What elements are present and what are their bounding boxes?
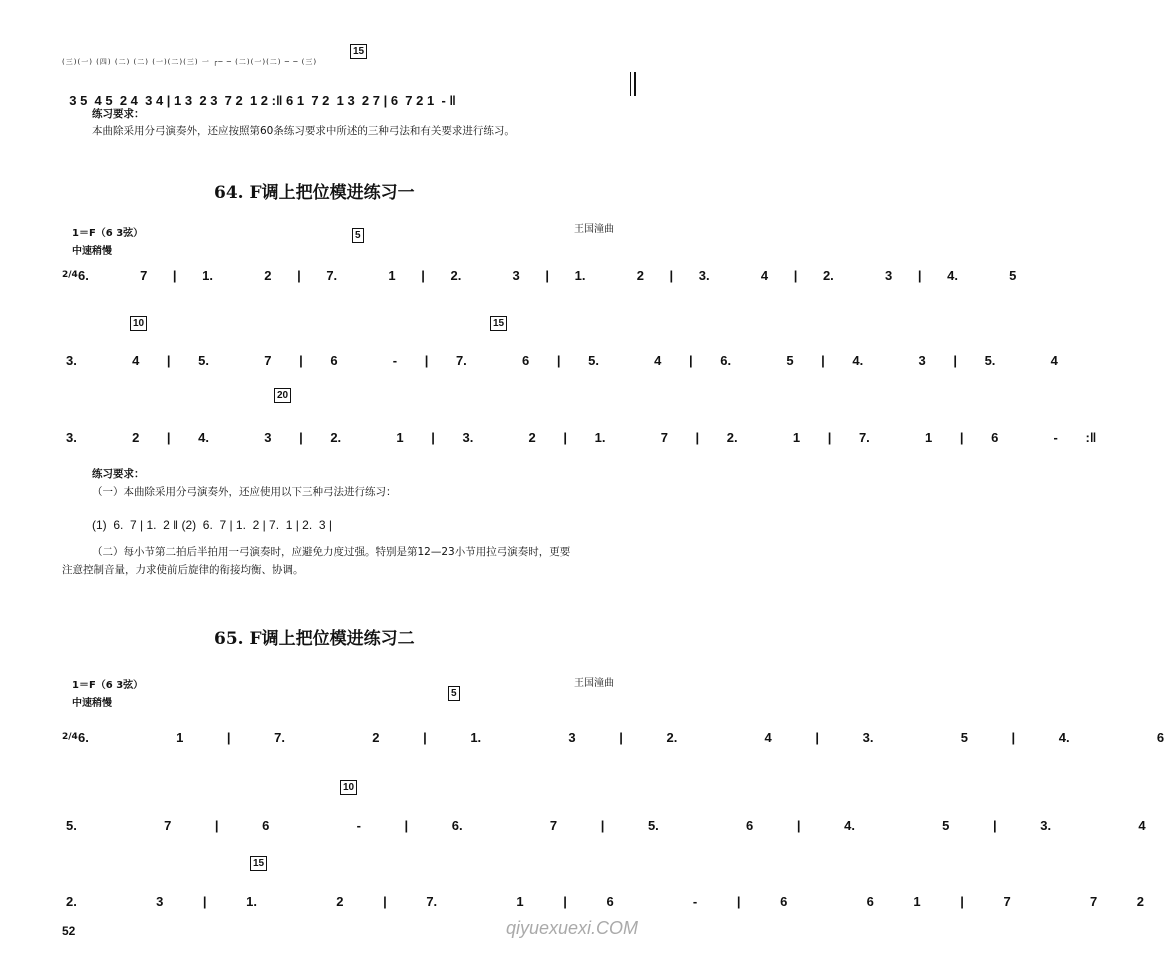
- measure-number-box: 20: [274, 388, 291, 403]
- measure-number-box: 15: [350, 44, 367, 59]
- measure-number-box: 10: [340, 780, 357, 795]
- s65-row3: 2. 3 | 1. 2 | 7. 1 | 6 - | 6 6 1 | 7 7 2: [66, 894, 1145, 909]
- practice-item-2: （二）每小节第二拍后半拍用一弓演奏时，应避免力度过强。特别是第12—23小节用拉弓演奏时，更要: [92, 546, 571, 558]
- practice-text: 本曲除采用分弓演奏外，还应按照第60条练习要求中所述的三种弓法和有关要求进行练习。: [92, 125, 515, 137]
- measure-number-box: 15: [490, 316, 507, 331]
- bowing-examples: (1) 6. 7 | 1. 2 ‖ (2) 6. 7 | 1. 2 | 7. 1 | 2. 3 |: [92, 518, 332, 532]
- s64-row3: 3. 2 | 4. 3 | 2. 1 | 3. 2 | 1. 7 | 2. 1 | 7. 1 | 6 - :‖: [66, 430, 1097, 445]
- section-64-title: 64. F调上把位模进练习一: [214, 183, 415, 203]
- final-barline-thin: [630, 72, 631, 96]
- time-signature: 2/4: [62, 270, 78, 280]
- s65-row2: 5. 7 | 6 - | 6. 7 | 5. 6 | 4. 5 | 3. 4: [66, 818, 1146, 833]
- s65-row1: 6. 1 | 7. 2 | 1. 3 | 2. 4 | 3. 5 | 4. 6: [78, 730, 1164, 745]
- practice-heading: 练习要求：: [92, 108, 145, 120]
- measure-number-box: 15: [250, 856, 267, 871]
- tempo-marking: 中速稍慢: [72, 698, 112, 709]
- final-barline: [634, 72, 636, 96]
- practice-heading: 练习要求：: [92, 468, 145, 480]
- top-notation-line: 3 5 4 5 2 4 3 4 | 1 3 2 3 7 2 1 2 :‖ 6 1 7 2 1 3 2 7 | 6 7 2 1 - ‖: [69, 93, 456, 108]
- measure-number-box: 5: [448, 686, 460, 701]
- composer: 王国潼曲: [574, 678, 614, 689]
- watermark: qiyuexuexi.COM: [506, 918, 639, 938]
- s64-row1: 6. 7 | 1. 2 | 7. 1 | 2. 3 | 1. 2 | 3. 4 | 2. 3 | 4. 5: [78, 268, 1017, 283]
- top-bowing-marks: (三)(一) (四) (二) (二) (一)(二)(三) 一 ┌─ ─ (二)(一)(二) ─ ─ (三): [62, 58, 318, 66]
- section-65-title: 65. F调上把位模进练习二: [214, 629, 415, 649]
- composer: 王国潼曲: [574, 224, 614, 235]
- measure-number-box: 5: [352, 228, 364, 243]
- practice-item-1: （一）本曲除采用分弓演奏外，还应使用以下三种弓法进行练习：: [92, 486, 397, 498]
- page-number: 52: [62, 924, 76, 938]
- practice-item-2-cont: 注意控制音量，力求使前后旋律的衔接均衡、协调。: [62, 564, 304, 576]
- key-signature: 1＝F（6 3弦）: [72, 680, 144, 691]
- tempo-marking: 中速稍慢: [72, 246, 112, 257]
- s64-row2: 3. 4 | 5. 7 | 6 - | 7. 6 | 5. 4 | 6. 5 | 4. 3 | 5. 4: [66, 353, 1058, 368]
- time-signature: 2/4: [62, 732, 78, 742]
- measure-number-box: 10: [130, 316, 147, 331]
- key-signature: 1＝F（6 3弦）: [72, 228, 144, 239]
